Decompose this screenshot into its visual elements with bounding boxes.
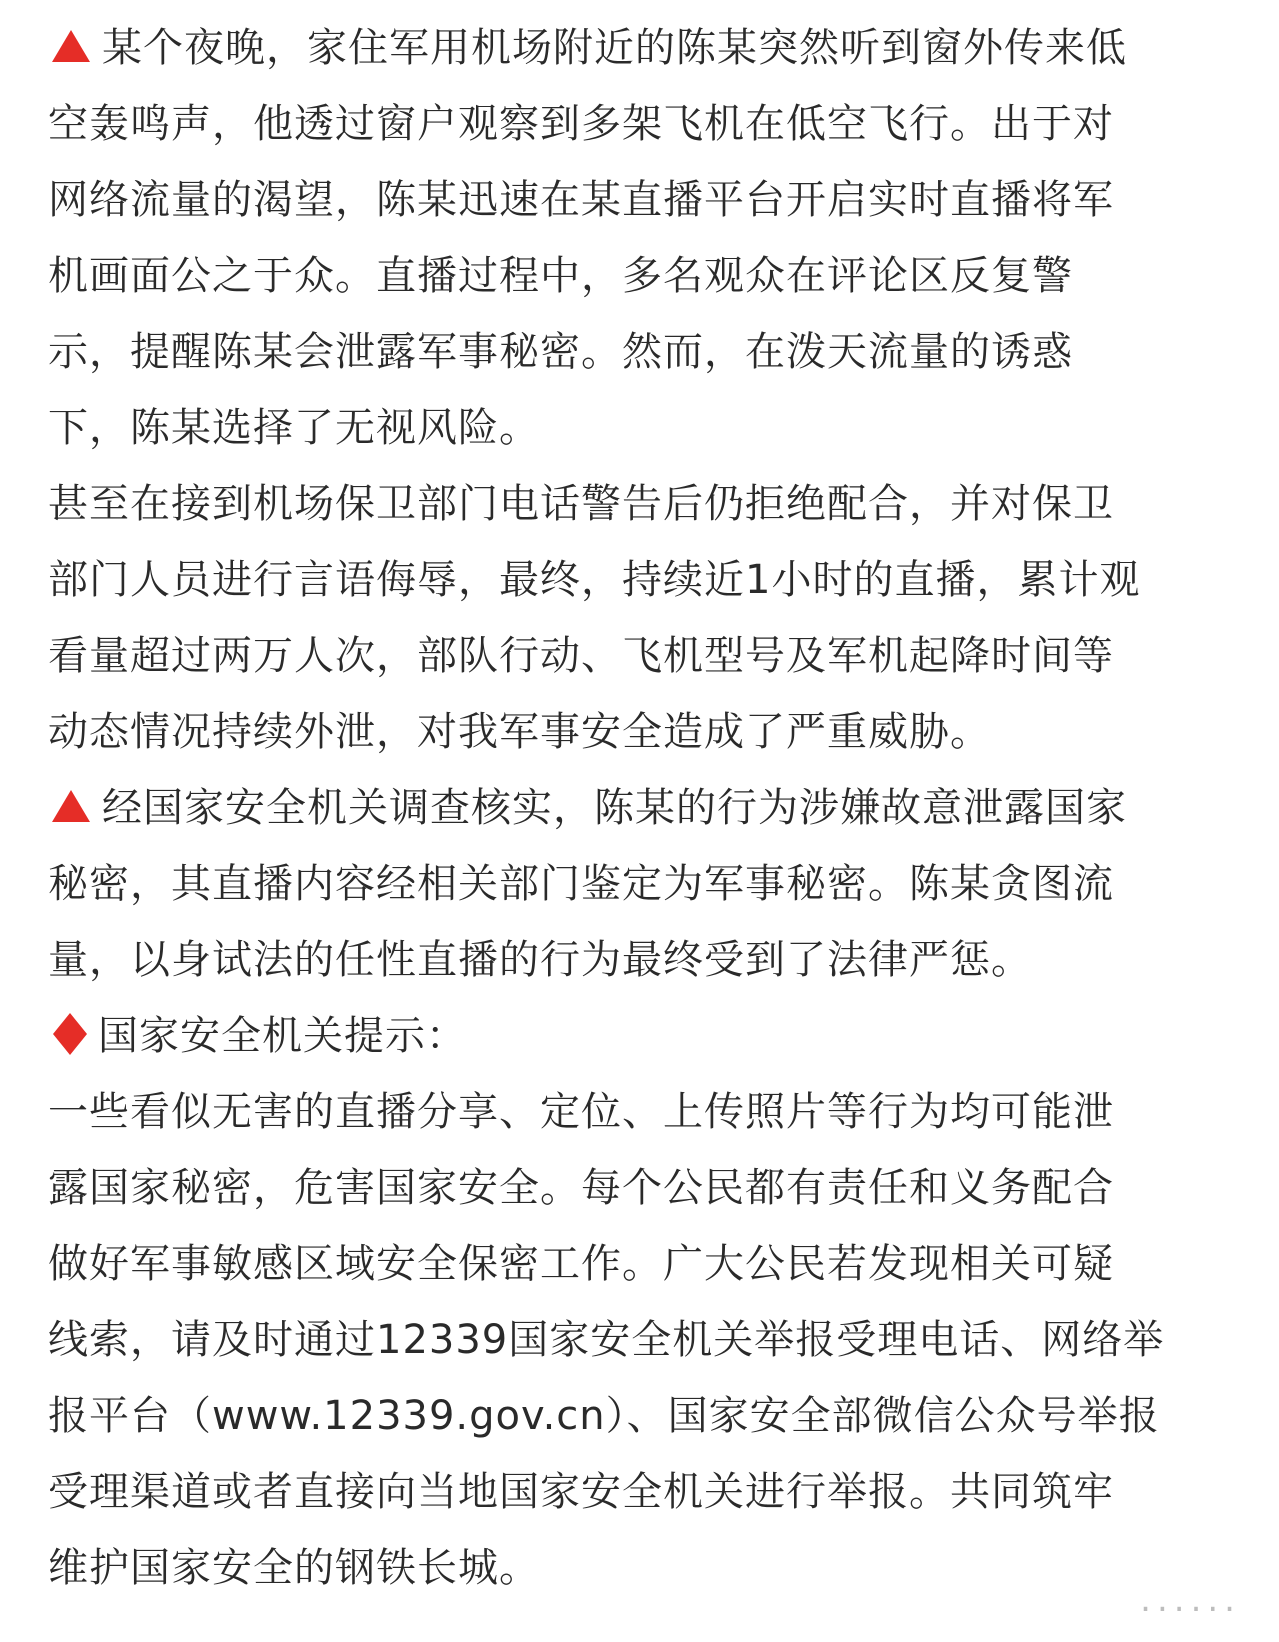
red-triangle-icon [52, 30, 90, 62]
paragraph-investigation [48, 770, 1238, 998]
notice-heading-text: 国家安全机关提示： [98, 1013, 467, 1059]
red-triangle-icon [52, 790, 90, 822]
article-body [48, 10, 1238, 1606]
paragraph-investigation-text: 经国家安全机关调查核实，陈某的行为涉嫌故意泄露国家 秘密，其直播内容经相关部门鉴定为军事秘密。陈某贪图流 量，以身试法的任性直播的行为最终受到了法律严惩。 [48, 785, 1127, 983]
watermark: ...... [1140, 1580, 1241, 1620]
paragraph-advice: 一些看似无害的直播分享、定位、上传照片等行为均可能泄 露国家秘密，危害国家安全。每个公民都有责任和义务配合 做好军事敏感区域安全保密工作。广大公民若发现相关可疑 线索，请及时通过12339国家安全机关举报受理电话、网络举 报平台（www.12339.gov.cn）、国家安全部微信公众号举报 受理渠道或者直接向当地国家安全机关进行举报。共同筑牢 维护国家安全的钢铁长城。 [48, 1089, 1165, 1591]
paragraph-incident-text: 某个夜晚，家住军用机场附近的陈某突然听到窗外传来低 空轰鸣声，他透过窗户观察到多架飞机在低空飞行。出于对 网络流量的渴望，陈某迅速在某直播平台开启实时直播将军 机画面公之于众。直播过程中，多名观众在评论区反复警 示，提醒陈某会泄露军事秘密。然而，在泼天流量的诱惑 下，陈某选择了无视风险。 [48, 25, 1127, 451]
paragraph-incident [48, 10, 1238, 466]
paragraph-consequence: 甚至在接到机场保卫部门电话警告后仍拒绝配合，并对保卫 部门人员进行言语侮辱，最终，持续近1小时的直播，累计观 看量超过两万人次，部队行动、飞机型号及军机起降时间等 动态情况持续外泄，对我军事安全造成了严重威胁。 [48, 481, 1141, 755]
notice-heading [48, 998, 1238, 1074]
red-diamond-icon [52, 1012, 88, 1056]
